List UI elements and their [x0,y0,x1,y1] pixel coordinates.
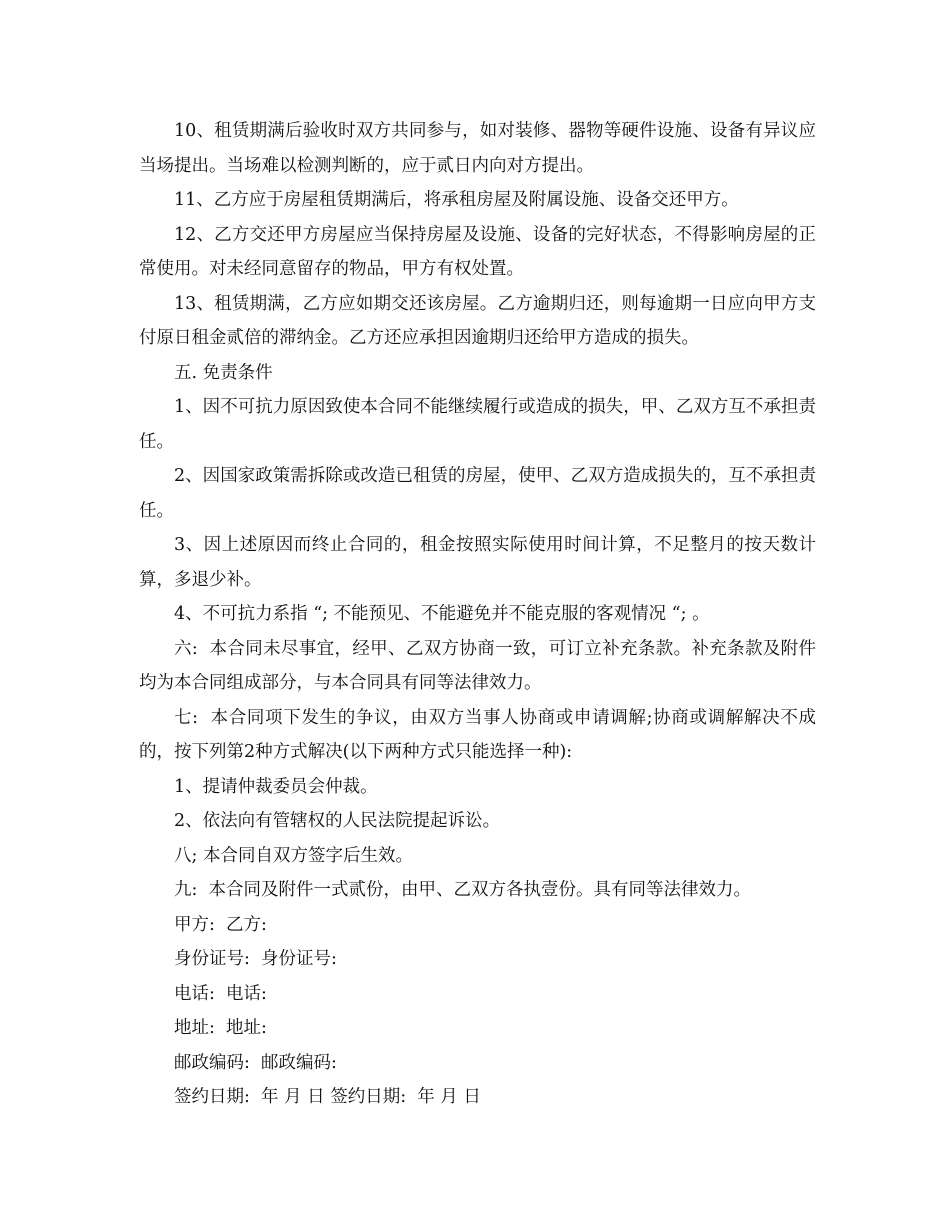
clause-10: 10、租赁期满后验收时双方共同参与，如对装修、器物等硬件设施、设备有异议应当场提出。当场难以检测判断的，应于贰日内向对方提出。 [139,121,816,176]
signature-id-line: 身份证号: 身份证号: [174,949,337,969]
signature-date-line: 签约日期: 年 月 日 签约日期: 年 月 日 [174,1087,481,1107]
exemption-item-4: 4、不可抗力系指 “; 不能预见、不能避免并不能克服的客观情况 “; 。 [174,604,710,624]
exemption-item-1: 1、因不可抗力原因致使本合同不能继续履行或造成的损失，甲、乙双方互不承担责任。 [139,397,816,452]
section-nine: 九: 本合同及附件一式贰份，由甲、乙双方各执壹份。具有同等法律效力。 [174,880,752,900]
signature-address-line: 地址: 地址: [174,1018,267,1038]
clause-11: 11、乙方应于房屋租赁期满后，将承租房屋及附属设施、设备交还甲方。 [174,190,739,210]
dispute-option-2: 2、依法向有管辖权的人民法院提起诉讼。 [174,811,501,831]
section-eight: 八; 本合同自双方签字后生效。 [174,845,413,866]
section-six: 六: 本合同未尽事宜，经甲、乙双方协商一致，可订立补充条款。补充条款及附件均为本合同组成部分，与本合同具有同等法律效力。 [139,638,816,693]
exemption-item-2: 2、因国家政策需拆除或改造已租赁的房屋，使甲、乙双方造成损失的，互不承担责任。 [139,466,816,521]
signature-postcode-line: 邮政编码: 邮政编码: [174,1052,337,1073]
section-heading-exemption: 五. 免责条件 [174,362,273,383]
clause-12: 12、乙方交还甲方房屋应当保持房屋及设施、设备的完好状态，不得影响房屋的正常使用。对未经同意留存的物品，甲方有权处置。 [139,224,816,279]
exemption-item-3: 3、因上述原因而终止合同的，租金按照实际使用时间计算，不足整月的按天数计算，多退少补。 [139,535,816,590]
signature-phone-line: 电话: 电话: [174,983,267,1004]
document-body [139,114,816,1115]
signature-party-line: 甲方: 乙方: [174,914,267,935]
section-seven: 七: 本合同项下发生的争议，由双方当事人协商或申请调解;协商或调解解决不成的，按下列第2种方式解决(以下两种方式只能选择一种): [139,707,816,762]
dispute-option-1: 1、提请仲裁委员会仲裁。 [174,776,378,797]
clause-13: 13、租赁期满，乙方应如期交还该房屋。乙方逾期归还，则每逾期一日应向甲方支付原日租金贰倍的滞纳金。乙方还应承担因逾期归还给甲方造成的损失。 [139,293,816,348]
